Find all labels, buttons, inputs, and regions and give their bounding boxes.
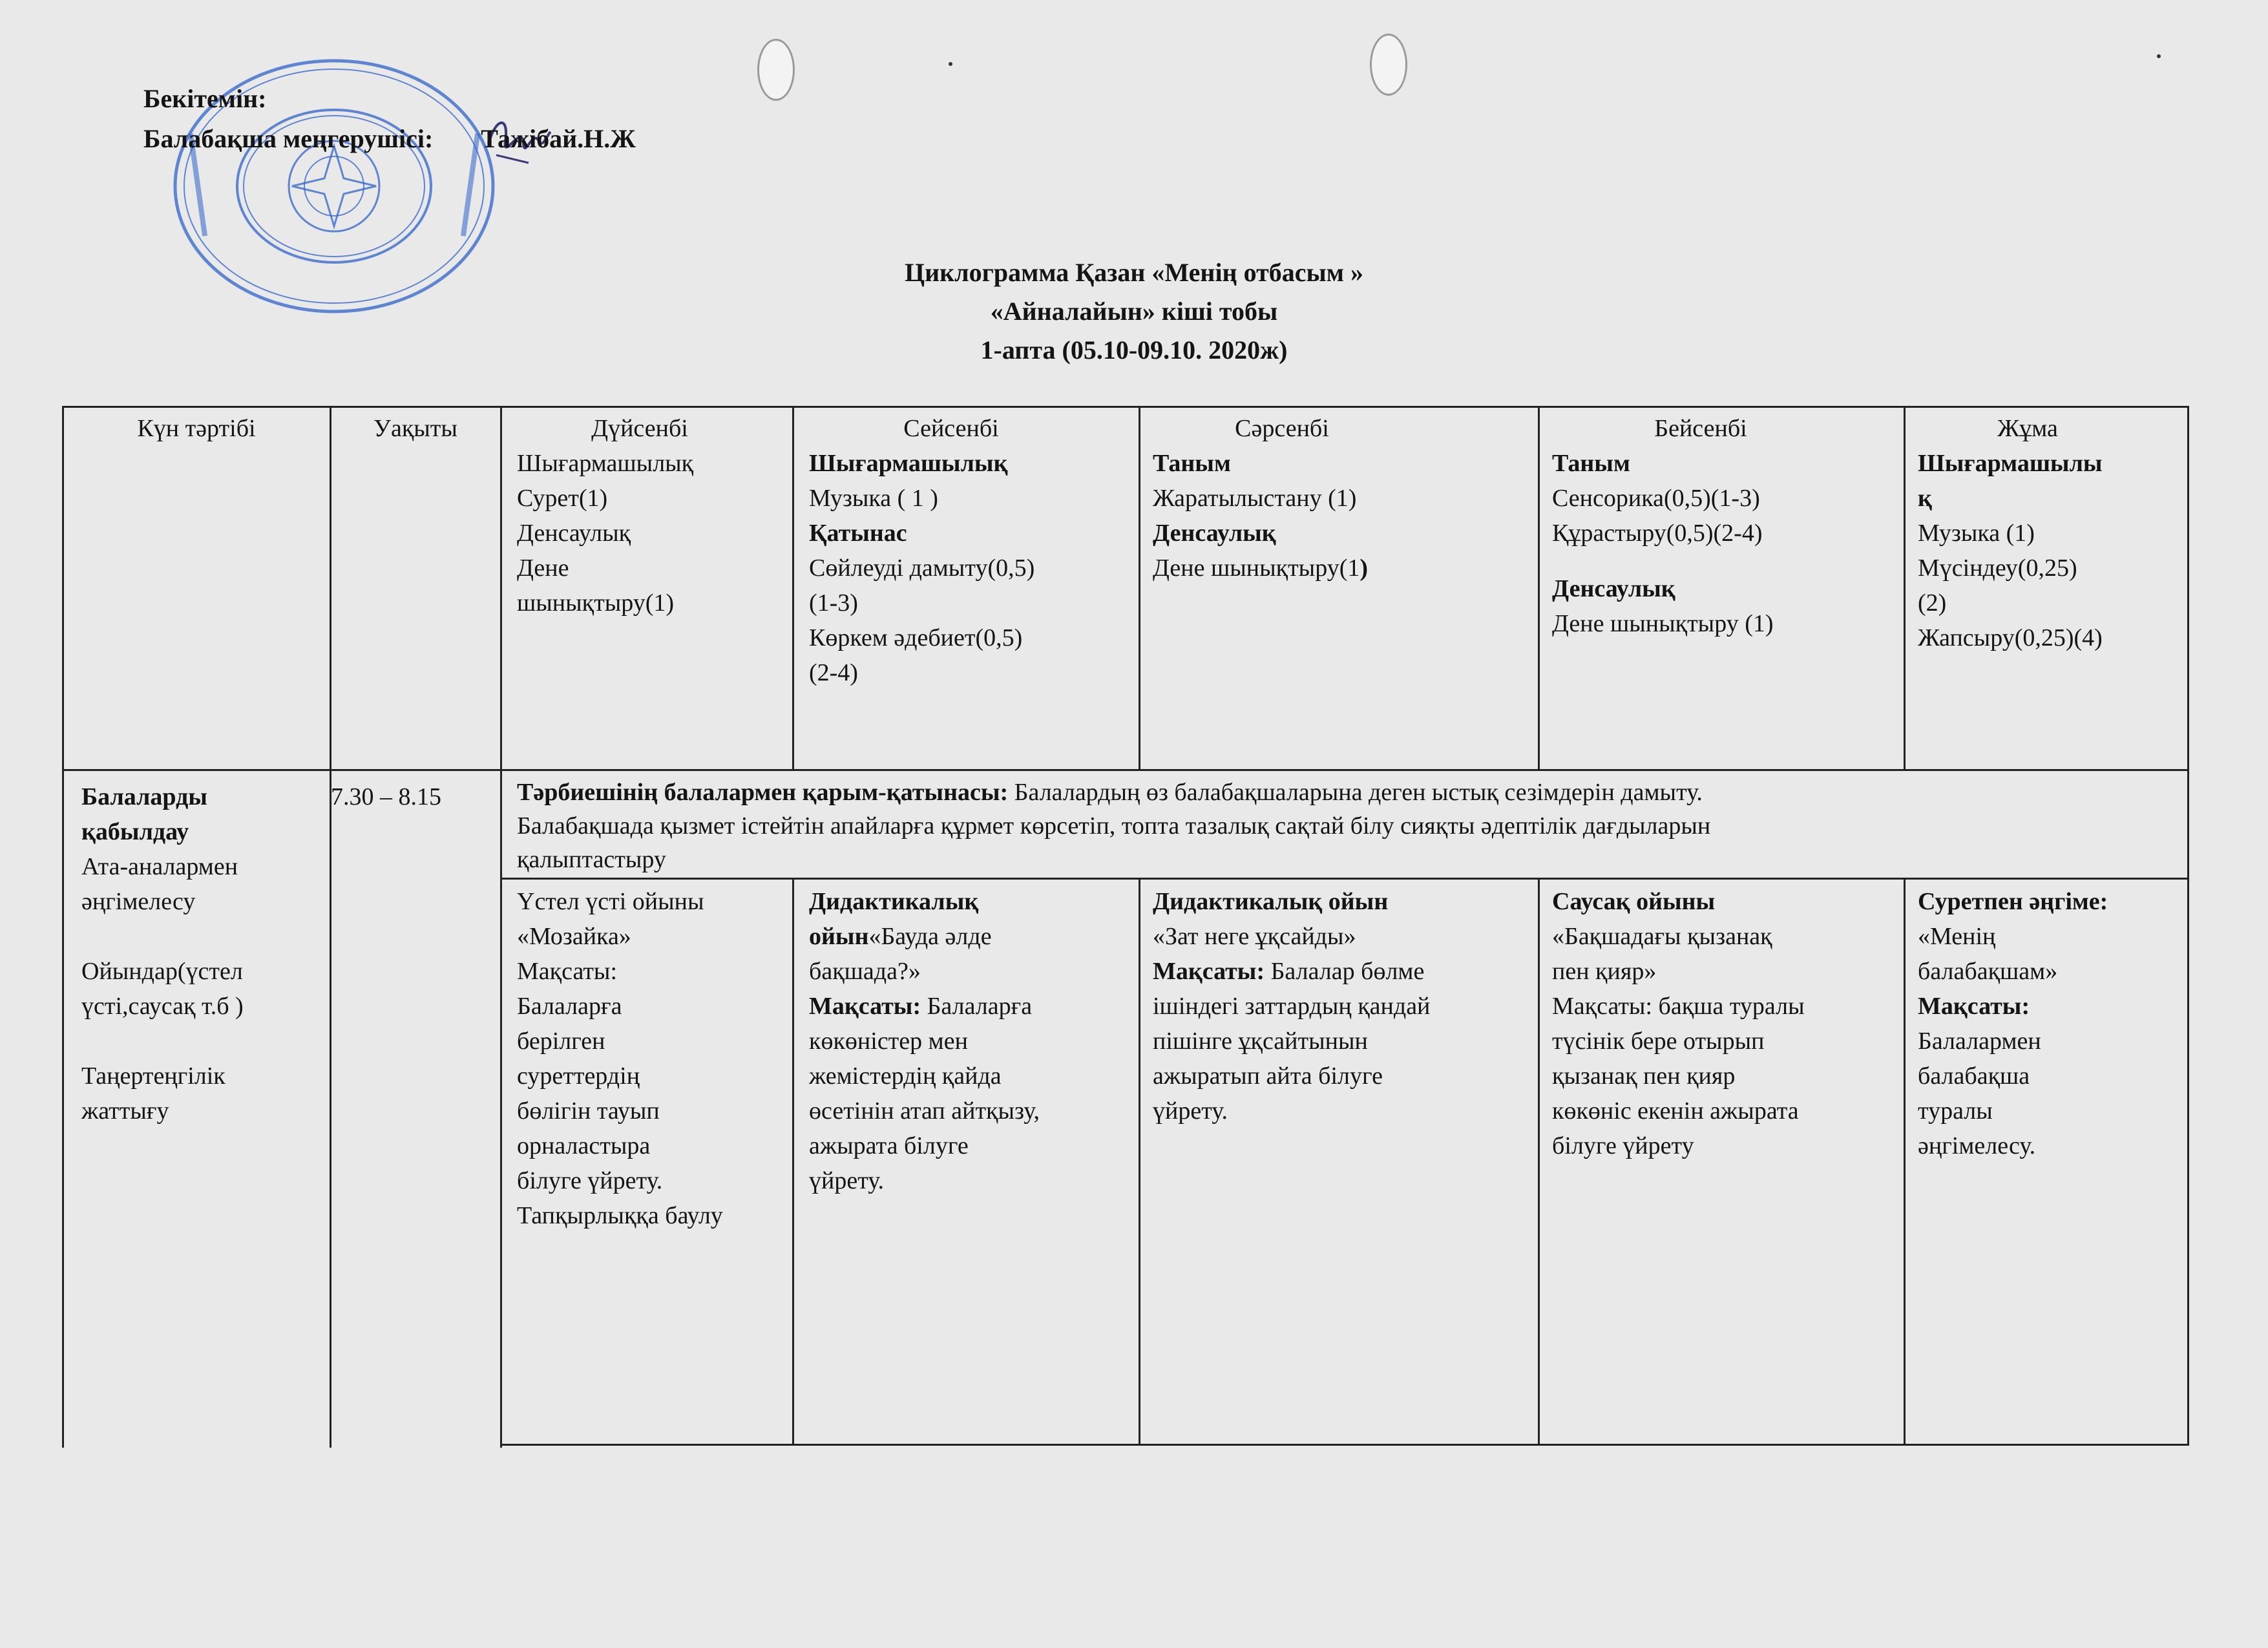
header-tuesday	[809, 411, 1132, 690]
banner-bottom	[500, 878, 2189, 880]
activity-line: өсетінін атап айтқызу,	[809, 1097, 1040, 1125]
activity-line: балабақшам»	[1918, 958, 2058, 985]
thursday-area1: Таным	[1552, 450, 1630, 477]
activity-line: бақшада?»	[809, 958, 921, 985]
goal-label: Мақсаты:	[809, 993, 921, 1020]
activity-title: Суретпен әңгіме:	[1918, 888, 2108, 915]
time-range: 7.30 – 8.15	[331, 783, 441, 810]
monday-line: шынықтыру(1)	[517, 589, 675, 617]
wednesday-subject1: Жаратылыстану (1)	[1153, 485, 1357, 512]
thursday-subject1: Сенсорика(0,5)(1-3)	[1552, 485, 1760, 512]
tuesday-subject1: Музыка ( 1 )	[809, 485, 938, 512]
tuesday-area2: Қатынас	[809, 520, 907, 547]
regime-cell	[81, 779, 328, 1128]
activity-line: Үстел үсті ойыны	[517, 888, 704, 915]
friday-subject3: Жапсыру(0,25)(4)	[1918, 624, 2103, 651]
monday-day: Дүйсенбі	[591, 415, 688, 442]
banner-heading: Тәрбиешінің балалармен қарым-қатынасы:	[517, 779, 1009, 806]
activity-line: білуге үйрету.	[517, 1167, 663, 1194]
title-line3: 1-апта (05.10-09.10. 2020ж)	[980, 335, 1288, 364]
regime-item: жаттығу	[81, 1097, 169, 1125]
activity-line: берілген	[517, 1028, 605, 1055]
table-right-border	[2187, 406, 2189, 1445]
tuesday-subject2-groups: (1-3)	[809, 589, 858, 617]
table-top-border	[62, 406, 2189, 408]
goal-text: Балалар бөлме	[1265, 958, 1425, 985]
activity-line: «Менің	[1918, 923, 1996, 950]
activity-line	[809, 989, 1135, 1024]
activity-title: Дидактикалық	[809, 888, 979, 915]
banner-line	[517, 776, 2184, 809]
col-divider-wednesday-body	[1139, 878, 1140, 1445]
activity-line: Балалармен	[1918, 1028, 2041, 1055]
activity-line: үйрету.	[809, 1167, 885, 1194]
table-header-bottom	[62, 769, 2189, 771]
thursday-subject3: Дене шынықтыру (1)	[1552, 610, 1774, 637]
friday-subject2-group: (2)	[1918, 589, 1947, 617]
header-regime	[65, 411, 328, 446]
activity-game-name: «Бауда әлде	[868, 923, 992, 950]
col-divider-thursday-body	[1538, 878, 1540, 1445]
col-divider-friday-body	[1904, 878, 1906, 1445]
monday-line: Шығармашылық	[517, 450, 694, 477]
wednesday-activity	[1153, 884, 1535, 1128]
wednesday-area1: Таным	[1153, 450, 1231, 477]
header-time-label: Уақыты	[373, 415, 457, 442]
regime-item: үсті,саусақ т.б )	[81, 993, 244, 1020]
banner-text: Балалардың өз балабақшаларына деген ыстық сезімдерін дамыту.	[1008, 779, 1703, 806]
activity-line: көкөніс екенін ажырата	[1552, 1097, 1799, 1125]
banner-line: қалыптастыру	[517, 846, 666, 873]
header-regime-label: Күн тәртібі	[137, 415, 256, 442]
activity-line: «Бақшадағы қызанақ	[1552, 923, 1772, 950]
friday-subject2: Мүсіндеу(0,25)	[1918, 555, 2077, 582]
tuesday-subject3-groups: (2-4)	[809, 659, 858, 686]
header-wednesday	[1153, 411, 1534, 586]
tuesday-day: Сейсенбі	[903, 415, 999, 442]
wednesday-subject2-paren: )	[1360, 555, 1369, 582]
tuesday-subject3: Көркем әдебиет(0,5)	[809, 624, 1023, 651]
activity-line: пен қияр»	[1552, 958, 1657, 985]
activity-line: Мақсаты:	[517, 958, 618, 985]
activity-line: «Мозайка»	[517, 923, 631, 950]
activity-line: Балаларға	[517, 993, 622, 1020]
thursday-day: Бейсенбі	[1654, 415, 1747, 442]
tuesday-activity	[809, 884, 1135, 1198]
time-cell	[331, 779, 499, 814]
activity-line: орналастыра	[517, 1132, 651, 1159]
activity-line: көкөністер мен	[809, 1028, 968, 1055]
activity-line: Мақсаты: бақша туралы	[1552, 993, 1805, 1020]
friday-day: Жұма	[1997, 415, 2058, 442]
monday-line: Сурет(1)	[517, 485, 608, 512]
goal-label: Мақсаты:	[1918, 993, 2030, 1020]
activity-line: ішіндегі заттардың қандай	[1153, 993, 1431, 1020]
activity-line: үйрету.	[1153, 1097, 1228, 1125]
banner-line: Балабақшада қызмет істейтін апайларға құрмет көрсетіп, топта тазалық сақтай білу сияқты әдептілік дағдыларын	[517, 812, 1711, 840]
monday-line: Денсаулық	[517, 520, 631, 547]
wednesday-day: Сәрсенбі	[1235, 415, 1329, 442]
col-divider-monday	[500, 406, 502, 1448]
row-bottom	[500, 1444, 2189, 1446]
activity-line: жемістердің қайда	[809, 1062, 1002, 1090]
regime-title: Балаларды	[81, 783, 207, 810]
activity-line: «Зат неге ұқсайды»	[1153, 923, 1356, 950]
activity-line: ажырата білуге	[809, 1132, 969, 1159]
col-divider-tuesday-body	[792, 878, 794, 1445]
tuesday-area1: Шығармашылық	[809, 450, 1008, 477]
header-time	[332, 411, 499, 446]
activity-title-cont: ойын	[809, 923, 869, 950]
activity-line: түсінік бере отырып	[1552, 1028, 1765, 1055]
col-divider-thursday	[1538, 406, 1540, 770]
activity-line: суреттердің	[517, 1062, 640, 1090]
activity-line	[809, 919, 1135, 954]
wednesday-subject2-text: Дене шынықтыру(1	[1153, 555, 1360, 582]
col-divider-wednesday	[1139, 406, 1140, 770]
table-left-border	[62, 406, 64, 1448]
regime-item: әңгімелесу	[81, 888, 196, 915]
monday-line: Дене	[517, 555, 569, 582]
col-divider-friday	[1904, 406, 1906, 770]
wednesday-area2: Денсаулық	[1153, 520, 1276, 547]
thursday-area2: Денсаулық	[1552, 575, 1675, 602]
teacher-interaction-banner	[517, 776, 2184, 876]
activity-line: ажыратып айта білуге	[1153, 1062, 1383, 1090]
friday-activity	[1918, 884, 2185, 1163]
title-line2: «Айналайын» кіші тобы	[990, 297, 1278, 326]
approval-head-label: Балабақша меңгерушісі:	[143, 124, 434, 153]
activity-title: Саусақ ойыны	[1552, 888, 1716, 915]
tuesday-subject2: Сөйлеуді дамыту(0,5)	[809, 555, 1035, 582]
regime-item: Ойындар(үстел	[81, 958, 243, 985]
header-friday	[1918, 411, 2184, 655]
thursday-subject2: Құрастыру(0,5)(2-4)	[1552, 520, 1763, 547]
monday-activity	[517, 884, 788, 1233]
friday-area1: Шығармашылы	[1918, 450, 2103, 477]
header-monday	[517, 411, 788, 620]
goal-label: Мақсаты:	[1153, 958, 1265, 985]
friday-subject1: Музыка (1)	[1918, 520, 2035, 547]
activity-line: білуге үйрету	[1552, 1132, 1694, 1159]
thursday-activity	[1552, 884, 1901, 1163]
activity-line: балабақша	[1918, 1062, 2030, 1090]
goal-text: Балаларға	[921, 993, 1033, 1020]
activity-line: туралы	[1918, 1097, 1993, 1125]
activity-line: пішінге ұқсайтынын	[1153, 1028, 1368, 1055]
regime-item: Таңертеңгілік	[81, 1062, 226, 1090]
title-line1: Циклограмма Қазан «Менің отбасым »	[905, 258, 1363, 287]
regime-item: Ата-аналармен	[81, 853, 238, 880]
col-divider-time	[330, 406, 331, 1448]
header-thursday	[1552, 411, 1901, 641]
approval-line1: Бекітемін:	[143, 84, 267, 113]
activity-line: бөлігін тауып	[517, 1097, 660, 1125]
wednesday-subject2	[1153, 551, 1534, 586]
friday-area1-wrap: қ	[1918, 485, 1932, 512]
approval-head-name: Тажібай.Н.Ж	[481, 124, 636, 153]
activity-line: әңгімелесу.	[1918, 1132, 2036, 1159]
col-divider-tuesday	[792, 406, 794, 770]
activity-line	[1153, 954, 1535, 989]
activity-line: Тапқырлыққа баулу	[517, 1202, 723, 1229]
regime-title: қабылдау	[81, 818, 189, 845]
activity-title: Дидактикалық ойын	[1153, 888, 1389, 915]
activity-line: қызанақ пен қияр	[1552, 1062, 1736, 1090]
